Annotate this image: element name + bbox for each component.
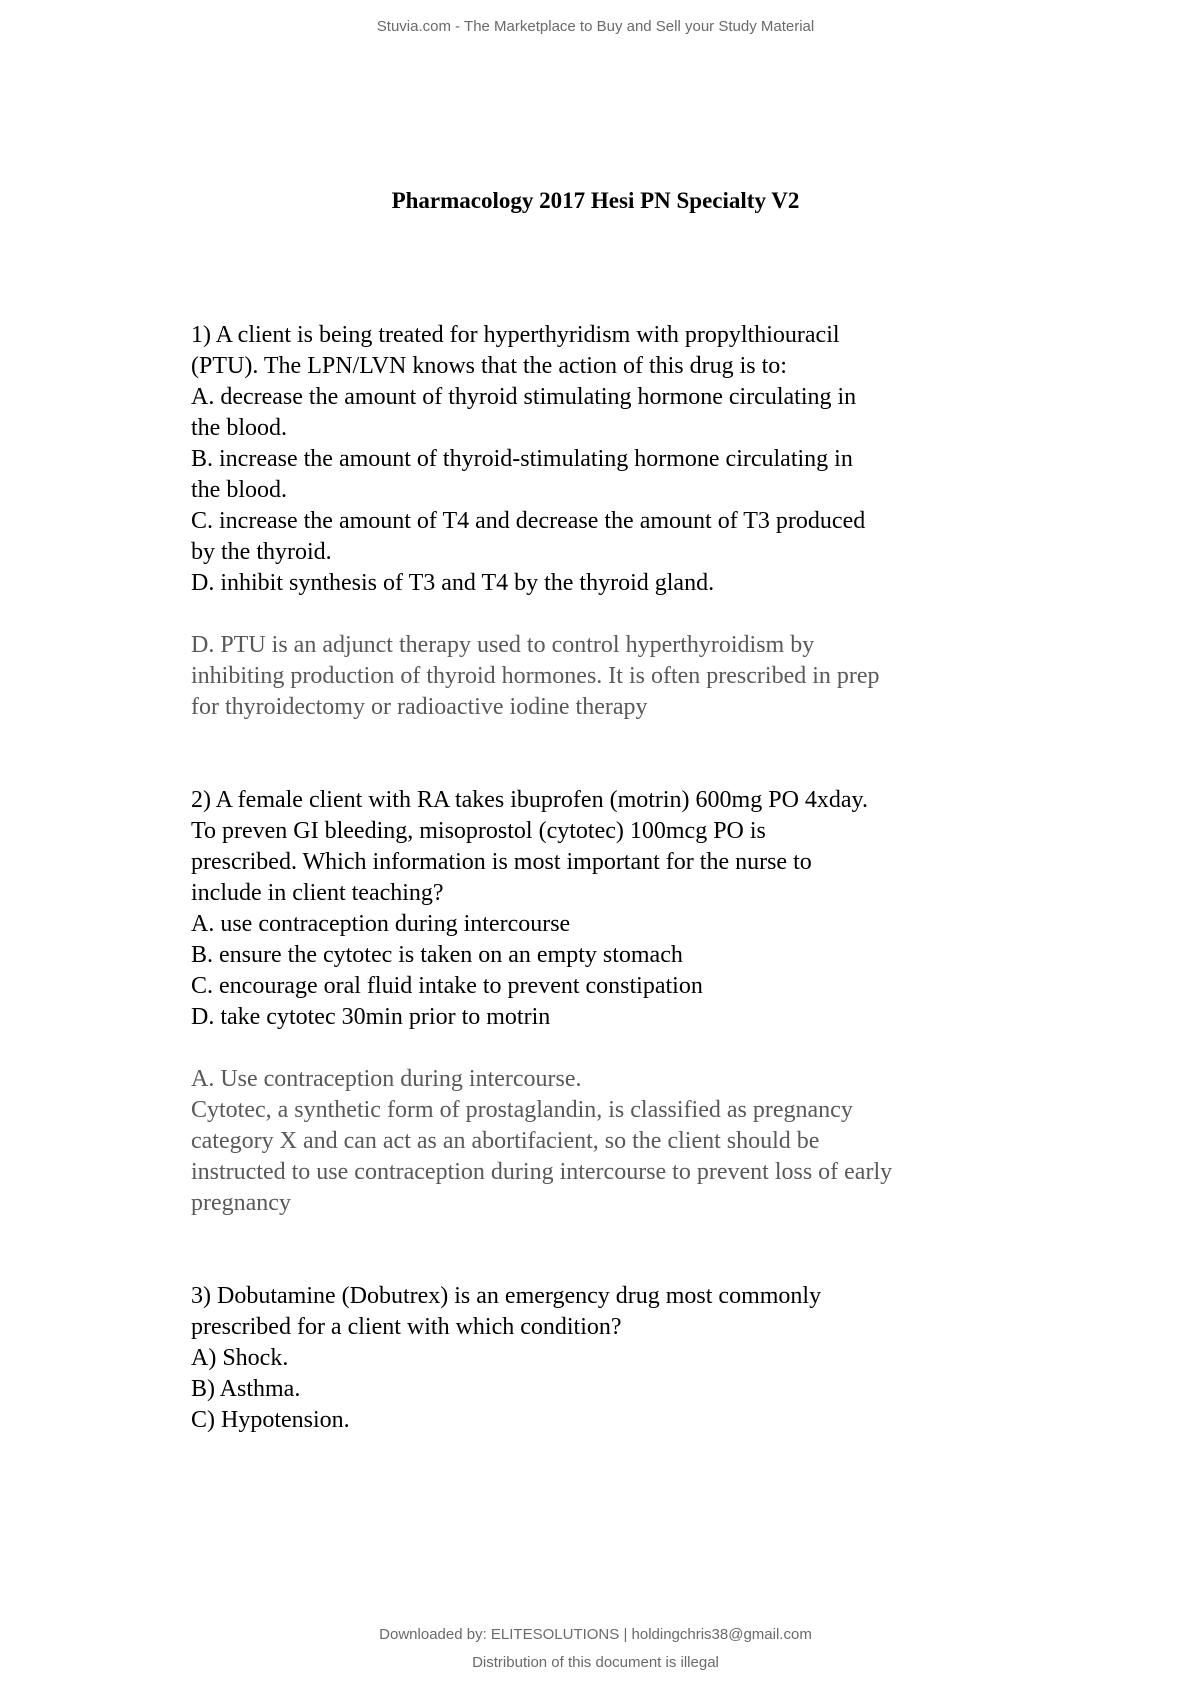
document-body — [191, 320, 1021, 1436]
option-line: D. take cytotec 30min prior to motrin — [191, 1004, 551, 1030]
question-text-line: 1) A client is being treated for hyperthyridism with propylthiouracil — [191, 322, 840, 348]
answer-2 — [191, 1064, 1021, 1219]
question-text-line: prescribed for a client with which condition? — [191, 1314, 622, 1340]
footer-downloaded-by: Downloaded by: ELITESOLUTIONS | holdingchris38@gmail.com — [379, 1626, 812, 1643]
option-line: C) Hypotension. — [191, 1407, 350, 1433]
question-text-line: 2) A female client with RA takes ibuprofen (motrin) 600mg PO 4xday. — [191, 787, 868, 813]
question-text-line: (PTU). The LPN/LVN knows that the action of this drug is to: — [191, 353, 787, 379]
option-line: the blood. — [191, 477, 287, 503]
option-line: D. inhibit synthesis of T3 and T4 by the thyroid gland. — [191, 570, 715, 596]
option-line: A. decrease the amount of thyroid stimulating hormone circulating in — [191, 384, 857, 410]
answer-line: instructed to use contraception during intercourse to prevent loss of early — [191, 1159, 893, 1185]
question-text-line: To preven GI bleeding, misoprostol (cytotec) 100mcg PO is — [191, 818, 766, 844]
option-line: by the thyroid. — [191, 539, 332, 565]
option-line: B. increase the amount of thyroid-stimulating hormone circulating in — [191, 446, 853, 472]
question-3 — [191, 1281, 1021, 1436]
option-line: B) Asthma. — [191, 1376, 301, 1402]
answer-line: inhibiting production of thyroid hormones. It is often prescribed in prep — [191, 663, 880, 689]
option-line: the blood. — [191, 415, 287, 441]
question-2 — [191, 785, 1021, 1033]
option-line: C. increase the amount of T4 and decrease the amount of T3 produced — [191, 508, 866, 534]
answer-line: category X and can act as an abortifacient, so the client should be — [191, 1128, 820, 1154]
answer-line: for thyroidectomy or radioactive iodine therapy — [191, 694, 648, 720]
option-line: A) Shock. — [191, 1345, 289, 1371]
question-1 — [191, 320, 1021, 599]
page-title: Pharmacology 2017 Hesi PN Specialty V2 — [391, 188, 800, 213]
answer-line: D. PTU is an adjunct therapy used to control hyperthyroidism by — [191, 632, 815, 658]
footer-distribution-notice: Distribution of this document is illegal — [472, 1654, 719, 1671]
spacer — [191, 1033, 1021, 1064]
option-line: B. ensure the cytotec is taken on an empty stomach — [191, 942, 683, 968]
answer-1 — [191, 630, 1021, 723]
question-text-line: include in client teaching? — [191, 880, 444, 906]
answer-line: A. Use contraception during intercourse. — [191, 1066, 582, 1092]
option-line: C. encourage oral fluid intake to prevent constipation — [191, 973, 703, 999]
answer-line: pregnancy — [191, 1190, 291, 1216]
spacer — [191, 723, 1021, 785]
spacer — [191, 599, 1021, 630]
spacer — [191, 1219, 1021, 1281]
header-banner: Stuvia.com - The Marketplace to Buy and Sell your Study Material — [376, 18, 815, 35]
question-text-line: prescribed. Which information is most important for the nurse to — [191, 849, 812, 875]
question-text-line: 3) Dobutamine (Dobutrex) is an emergency drug most commonly — [191, 1283, 822, 1309]
option-line: A. use contraception during intercourse — [191, 911, 571, 937]
answer-line: Cytotec, a synthetic form of prostaglandin, is classified as pregnancy — [191, 1097, 853, 1123]
